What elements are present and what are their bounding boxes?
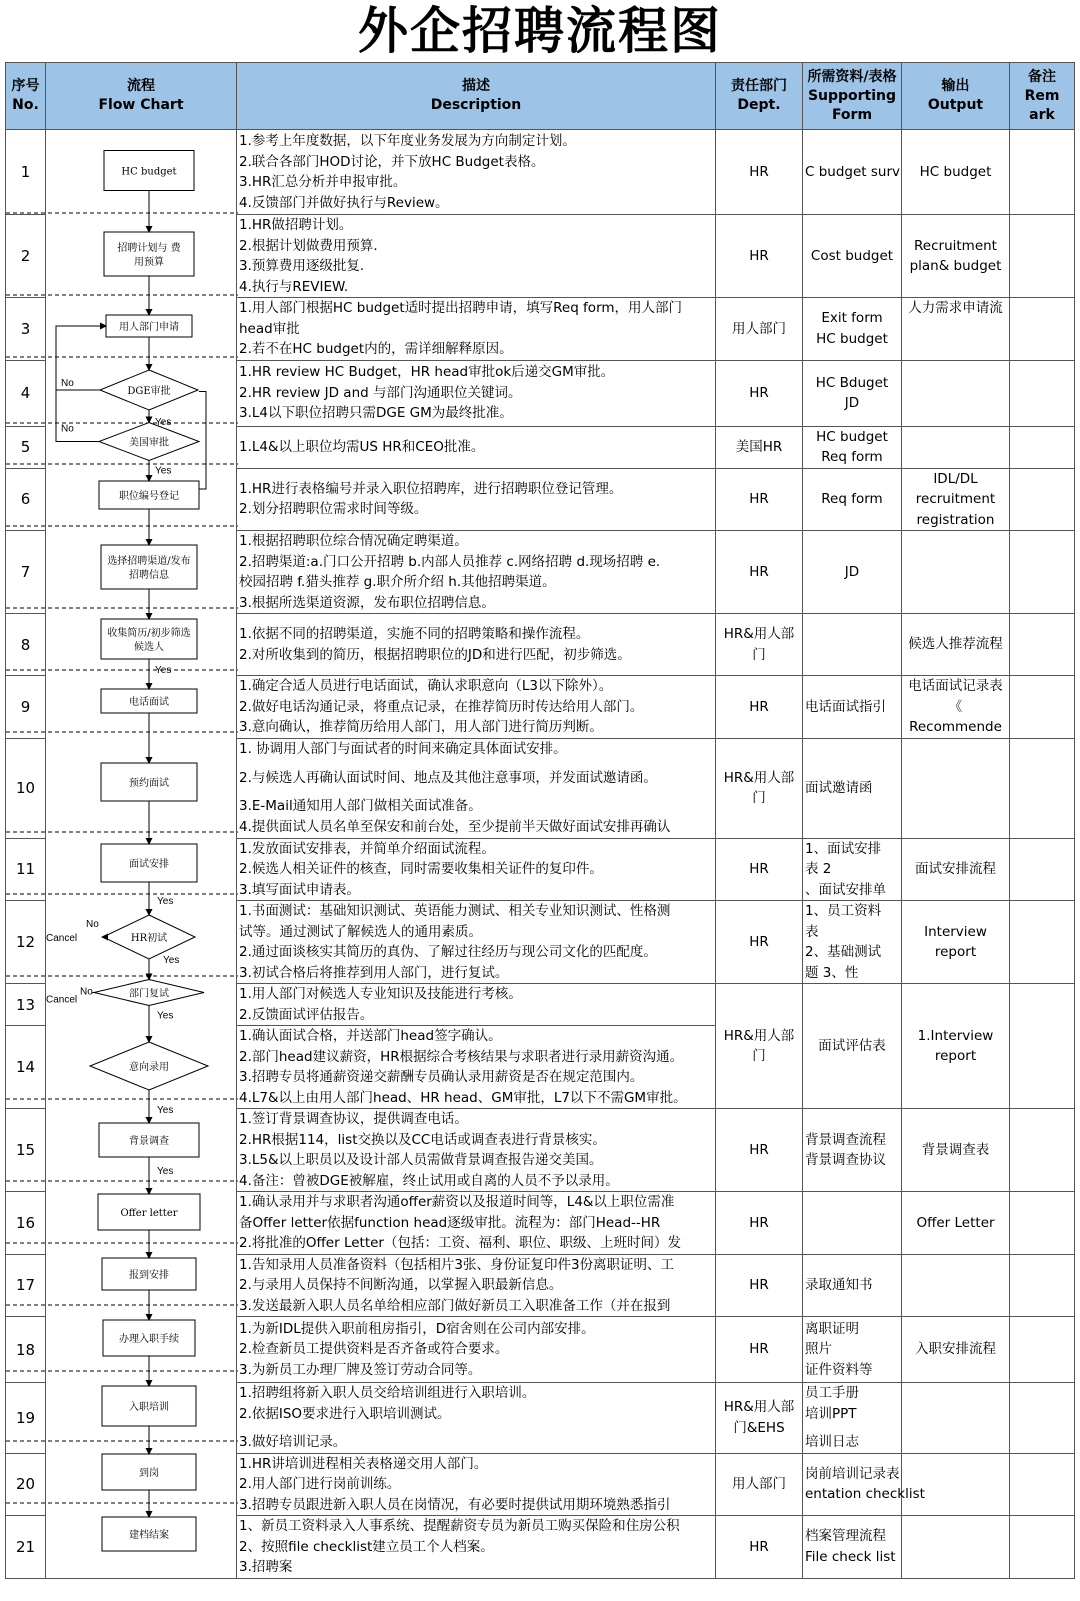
row-output [902,1192,1010,1255]
output-line: 面试安排流程 [915,861,996,877]
flow-box-label: 选择招聘渠道/发布 [107,556,191,567]
description-line: 2.HR根据114，list交换以及CC电话或调查表进行背景核实。 [239,1131,606,1148]
description-line: 3.招聘专员将通薪资递交薪酬专员确认录用薪资是否在规定范围内。 [239,1069,644,1085]
row-output [902,426,1010,468]
form-line: JD [844,395,860,411]
row-form [803,738,902,838]
description-line: 1.用人部门对候选人专业知识及技能进行考核。 [239,986,522,1002]
description-line: 3.预算费用逐级批复. [239,258,365,274]
yes-label: Yes [155,665,172,676]
row-output [902,1516,1010,1579]
flow-box-label: 面试安排 [129,859,169,870]
form-line: 档案管理流程 [805,1528,886,1545]
row-description [237,1516,716,1579]
description-line: 3.E-Mail通知用人部门做相关面试准备。 [239,798,482,814]
row-form [803,1383,902,1454]
description-line: 1.HR review HC Budget，HR head审批ok后递交GM审批。 [239,364,615,381]
description-line: 1.根据招聘职位综合情况确定聘渠道。 [239,533,468,549]
row-remark [1010,838,1075,901]
description-line: 2.部门head建议薪资，HR根据综合考核结果与求职者进行录用薪资沟通。 [239,1048,684,1065]
description-line: 1.L4&以上职位均需US HR和CEO批准。 [239,438,485,455]
description-line: 1、新员工资料录入人事系统、提醒薪资专员为新员工购买保险和住房公积 [239,1518,680,1534]
flow-box-label: 到岗 [139,1468,159,1479]
form-line: HC Bduget [815,374,889,391]
form-line: 2、基础测试 [805,944,882,960]
row-number: 6 [6,468,46,531]
row-description [237,984,716,1026]
flow-box-label: 办理入职手续 [119,1334,179,1345]
description-line: 3.L4以下职位招聘只需DGE GM为最终批准。 [239,405,513,422]
description-line: 2.做好电话沟通记录，将重点记录，在推荐简历时传达给用人部门。 [239,698,644,715]
description-line: 1.参考上年度数据，以下年度业务发展为方向制定计划。 [239,133,576,149]
output-line: Offer Letter [916,1214,995,1231]
flow-box-label: 职位编号登记 [119,491,179,502]
row-remark [1010,1317,1075,1383]
description-line: 2.将批准的Offer Letter（包括：工资、福利、职位、职级、上班时间）发 [239,1235,681,1251]
row-remark [1010,426,1075,468]
form-line: HC budget [816,330,888,347]
row-output [902,984,1010,1109]
description-line: 1.依据不同的招聘渠道，实施不同的招聘策略和操作流程。 [239,626,590,642]
flow-box-label: 预约面试 [129,778,169,789]
row-dept: HR [716,676,803,739]
description-line: 2.候选人相关证件的核查，同时需要收集相关证件的复印件。 [239,861,603,877]
flow-diamond-label: 美国审批 [129,437,169,449]
flow-loop-line [199,392,206,490]
description-line: 校园招聘 f.猎头推荐 g.职介所介绍 h.其他招聘渠道。 [239,574,556,590]
row-output [902,1254,1010,1317]
row-remark [1010,901,1075,984]
row-form [803,130,902,215]
header-output: 输出 Output [902,63,1010,130]
row-description [237,838,716,901]
output-line: 1.Interview [917,1027,994,1044]
no-label: No [61,378,74,389]
row-form [803,1453,925,1516]
row-dept: HR [716,1109,803,1192]
description-line: 3.L5&以上职员以及设计部人员需做背景调查报告递交美国。 [239,1152,603,1168]
row-description [237,901,716,984]
form-line: 背景调查流程 [805,1131,886,1148]
description-line: 1.HR进行表格编号并录入职位招聘库，进行招聘职位登记管理。 [239,480,623,497]
flow-diamond-label: 意向录用 [129,1062,169,1073]
form-line: 背景调查协议 [805,1152,886,1168]
row-form [803,1254,902,1317]
form-line: 岗前培训记录表 [805,1465,900,1482]
description-line: 3.为新员工办理厂牌及签订劳动合同等。 [239,1361,482,1378]
description-line: 4.提供面试人员名单至保安和前台处，至少提前半天做好面试安排再确认 [239,818,671,835]
row-number: 1 [6,130,46,215]
output-line: report [934,944,977,960]
row-form [803,614,902,676]
output-line: HC budget [919,163,992,180]
description-line: 2.通过面谈核实其简历的真伪、了解过往经历与现公司文化的匹配度。 [239,944,657,960]
row-dept: HR [716,1516,803,1579]
row-form [803,1192,902,1255]
row-description [237,738,716,838]
row-output [902,360,1010,426]
description-line: 3.做好培训记录。 [239,1434,347,1450]
row-output [902,614,1010,676]
cancel-label: Cancel [46,994,78,1006]
row-remark [1010,1192,1075,1255]
row-number: 13 [6,984,46,1026]
output-line: IDL/DL [933,470,978,487]
row-description [237,426,716,468]
row-output [902,1453,1010,1516]
row-remark [1010,531,1075,614]
row-remark [1010,1254,1075,1317]
description-line: 2.划分招聘职位需求时间等级。 [239,501,428,518]
row-number: 16 [6,1192,46,1255]
description-line: 1.HR讲培训进程相关表格递交用人部门。 [239,1455,488,1472]
output-line: 背景调查表 [921,1141,990,1158]
description-line: 2.若不在HC budget内的，需详细解释原因。 [239,341,513,357]
flow-box [104,232,194,276]
row-remark [1010,298,1075,361]
row-remark [1010,676,1075,739]
description-line: 试等。通过测试了解候选人的通用素质。 [239,923,482,940]
description-line: 3.根据所选渠道资源，发布职位招聘信息。 [239,594,495,611]
row-description [237,130,716,215]
flow-box-label: HC budget [121,166,177,178]
row-number: 17 [6,1254,46,1317]
yes-label: Yes [157,1105,174,1116]
description-line [239,788,713,796]
row-form [803,984,902,1109]
description-line: 2.用人部门进行岗前训练。 [239,1476,401,1492]
description-line: 4.L7&以上由用人部门head、HR head、GM审批，L7以下不需GM审批。 [239,1089,687,1106]
row-form [803,1516,902,1579]
flow-box-label: 入职培训 [129,1402,169,1413]
cancel-label: Cancel [46,933,78,944]
row-number: 10 [6,738,46,838]
output-line: registration [916,511,995,528]
row-output [902,738,1010,838]
row-dept: HR&用人部门 [716,984,803,1109]
row-description [237,468,716,531]
row-description [237,215,716,298]
no-label: No [86,919,99,930]
flow-box [101,619,197,659]
row-remark [1010,1453,1075,1516]
description-line: 1.签订背景调查协议，提供调查电话。 [239,1111,468,1127]
row-remark [1010,1383,1075,1454]
row-output [902,130,1010,215]
row-remark [1010,1109,1075,1192]
row-remark [1010,468,1075,531]
row-number: 19 [6,1383,46,1454]
flow-box-label: 建档结案 [129,1530,169,1541]
row-description [237,1254,716,1317]
form-line: 1、面试安排 [805,840,882,857]
header-form: 所需资料/表格 Supporting Form [803,63,902,130]
description-line: 2.依据ISO要求进行入职培训测试。 [239,1405,451,1422]
output-line: 电话面试记录表 [908,678,1003,694]
header-no: 序号 No. [6,63,46,130]
table-header-row [6,63,1075,130]
row-dept: 美国HR [716,426,803,468]
row-form [803,468,902,531]
description-line: 1.发放面试安排表，并简单介绍面试流程。 [239,840,495,857]
yes-label: Yes [157,1166,174,1177]
description-line: 4.备注：曾被DGE被解雇，终止试用或自离的人员不予以录用。 [239,1172,619,1189]
header-dept: 责任部门 Dept. [716,63,803,130]
row-description [237,531,716,614]
description-line: 2.反馈面试评估报告。 [239,1006,374,1023]
row-number: 9 [6,676,46,739]
row-dept: HR [716,901,803,984]
description-line: 1.书面测试：基础知识测试、英语能力测试、相关专业知识测试、性格测 [239,903,671,919]
form-line: 题 3、性 [805,964,859,981]
description-line: 2.与候选人再确认面试时间、地点及其他注意事项，并发面试邀请函。 [239,769,657,786]
description-line: 2.检查新员工提供资料是否齐备或符合要求。 [239,1341,509,1358]
no-label: No [61,423,74,435]
page-title: 外企招聘流程图 [358,2,722,60]
description-line: 1.确定合适人员进行电话面试，确认求职意向（L3以下除外）。 [239,678,613,694]
output-line: Recruitment [914,237,997,254]
form-line: Cost budget [810,247,894,264]
row-output [902,838,1010,901]
row-number: 20 [6,1453,46,1516]
description-line: 1.用人部门根据HC budget适时提出招聘申请，填写Req form，用人部门 [239,300,683,316]
row-form [803,1109,902,1192]
row-description [237,360,716,426]
form-line: 培训PPT [805,1405,857,1422]
output-line: Interview [924,923,987,940]
form-line: 员工手册 [805,1385,859,1401]
description-line: 备Offer letter依据function head逐级审批。流程为：部门Head--HR [239,1214,661,1231]
description-line: 2.联合各部门HOD讨论，并下放HC Budget表格。 [239,153,545,170]
output-line: 入职安排流程 [915,1341,996,1358]
row-dept: HR&用人部门&EHS [716,1383,803,1454]
row-remark [1010,1516,1075,1579]
description-line: 2、按照file checklist建立员工个人档案。 [239,1538,494,1555]
description-line: 3.HR汇总分析并申报审批。 [239,174,407,190]
row-number: 8 [6,614,46,676]
row-description [237,1317,716,1383]
description-line: 1.告知录用人员准备资料（包括相片3张、身份证复印件3份离职证明、工 [239,1256,675,1273]
form-line: 表 2 [805,861,832,877]
description-line: 1.招聘组将新入职人员交给培训组进行入职培训。 [239,1385,536,1401]
row-number: 18 [6,1317,46,1383]
description-line: 4.反馈部门并做好执行与Review。 [239,194,449,211]
row-dept: 用人部门 [716,1453,803,1516]
row-dept: HR [716,531,803,614]
row-description [237,614,716,676]
row-dept: HR [716,360,803,426]
form-line: 、面试安排单 [805,881,886,898]
flow-diamond-label: DGE审批 [127,386,171,397]
row-output [902,468,1010,531]
description-line: 3.招聘案 [239,1559,293,1575]
description-line: 3.招聘专员跟进新入职人员在岗情况，有必要时提供试用期环境熟悉指引 [239,1496,671,1513]
flow-box-label: 电话面试 [129,697,169,708]
form-line: 表 [805,923,819,940]
yes-label: Yes [163,955,180,966]
description-line: 2.与录用人员保持不间断沟通，以掌握入职最新信息。 [239,1277,563,1293]
row-output [902,901,1010,984]
row-dept: HR&用人部门 [716,614,803,676]
row-form [803,838,902,901]
form-line: HC budget [816,428,888,445]
form-line: 证件资料等 [805,1361,873,1378]
flow-chart [6,128,238,1568]
description-line: 3.初试合格后将推荐到用人部门，进行复试。 [239,964,509,981]
row-description [237,1192,716,1255]
flow-box-label: 背景调查 [129,1136,169,1147]
row-form [803,215,902,298]
yes-label: Yes [155,417,172,428]
description-line: 1. 协调用人部门与面试者的时间来确定具体面试安排。 [239,741,567,757]
row-form [803,1317,902,1383]
header-flow: 流程 Flow Chart [46,63,237,130]
row-number: 11 [6,838,46,901]
flow-box [101,545,197,589]
row-output [902,298,1010,361]
description-line: 2.根据计划做费用预算. [239,237,378,254]
row-dept: HR [716,1254,803,1317]
form-line: 电话面试指引 [805,698,886,715]
row-description [237,1109,716,1192]
row-dept: 用人部门 [716,298,803,361]
row-number: 3 [6,298,46,361]
row-description [237,676,716,739]
description-line: 4.执行与REVIEW. [239,278,349,295]
description-line: 1.为新IDL提供入职前租房指引，D宿舍则在公司内部安排。 [239,1320,595,1337]
flow-diamond-label: HR初试 [130,933,168,944]
yes-label: Yes [155,465,172,477]
description-line: 2.招聘渠道:a.门口公开招聘 b.内部人员推荐 c.网络招聘 d.现场招聘 e. [239,553,661,570]
output-line: plan& budget [909,258,1002,274]
row-number: 4 [6,360,46,426]
form-line: 1、员工资料 [805,903,882,919]
description-line: 1.HR做招聘计划。 [239,217,353,233]
row-output [902,1109,1010,1192]
row-remark [1010,360,1075,426]
description-line: head审批 [239,320,300,337]
description-line [239,760,713,768]
flow-box-label: 招聘计划与 费 [117,243,181,254]
row-number: 15 [6,1109,46,1192]
form-line: Req form [821,449,883,465]
form-line: File check list [805,1548,896,1565]
form-line: 面试评估表 [818,1037,886,1054]
flow-box-label: Offer letter [120,1208,178,1219]
flow-diamond-label: 部门复试 [129,988,169,1000]
row-output [902,676,1010,739]
row-dept: HR [716,1317,803,1383]
form-line: C budget surv [805,163,901,180]
row-dept: HR [716,1192,803,1255]
row-description [237,1383,716,1454]
row-dept: HR&用人部门 [716,738,803,838]
row-output [902,1317,1010,1383]
yes-label: Yes [157,896,174,907]
form-line: 面试邀请函 [805,779,873,796]
description-line: 2.HR review JD and 与部门沟通职位关键词。 [239,384,522,401]
form-line: JD [844,563,860,580]
form-line: Exit form [821,310,883,327]
form-line: 培训日志 [805,1434,859,1450]
row-output [902,215,1010,298]
form-line: 照片 [805,1341,832,1358]
flow-box-label: 收集简历/初步筛选 [107,628,191,639]
header-remark: 备注 Rem ark [1010,63,1075,130]
description-line: 3.发送最新入职人员名单给相应部门做好新员工入职准备工作（并在报到 [239,1297,671,1314]
row-remark [1010,215,1075,298]
row-form [803,531,902,614]
row-description [237,298,716,361]
description-line: 3.填写面试申请表。 [239,881,360,898]
row-remark [1010,984,1075,1109]
row-dept: HR [716,215,803,298]
row-number: 21 [6,1516,46,1579]
output-line: 候选人推荐流程 [908,636,1003,653]
flow-box-label: 候选人 [134,642,164,653]
row-number: 12 [6,901,46,984]
row-description [237,1026,716,1109]
description-line: 1.确认面试合格，并送部门head签字确认。 [239,1028,502,1044]
row-dept: HR [716,468,803,531]
row-output [902,531,1010,614]
flow-box-label: 招聘信息 [129,570,169,581]
row-number: 7 [6,531,46,614]
row-remark [1010,614,1075,676]
flow-box-label: 报到安排 [129,1270,169,1281]
output-line: Recommende [909,719,1002,735]
description-line: 3.意向确认，推荐简历给用人部门，用人部门进行简历判断。 [239,719,603,735]
row-form [803,298,902,361]
form-line [805,1424,899,1432]
description-line [239,1424,713,1432]
row-remark [1010,130,1075,215]
form-line: entation checklist [805,1486,925,1503]
row-number: 5 [6,426,46,468]
row-description [237,1453,716,1516]
form-line: Req form [821,491,883,507]
flow-box-label: 用预算 [134,257,164,268]
row-remark [1010,738,1075,838]
output-line: 人力需求申请流 [908,300,1003,316]
row-form [803,426,902,468]
output-line: report [934,1048,977,1064]
row-form [803,676,902,739]
no-label: No [80,986,93,998]
yes-label: Yes [157,1010,174,1022]
output-line: 《 [948,698,963,715]
output-line: recruitment [915,491,996,507]
form-line: 录取通知书 [805,1277,873,1293]
description-line: 2.对所收集到的简历，根据招聘职位的JD和进行匹配，初步筛选。 [239,646,631,663]
description-line: 1.确认录用并与求职者沟通offer薪资以及报道时间等，L4&以上职位需准 [239,1194,675,1210]
row-number: 2 [6,215,46,298]
row-form [803,901,902,984]
row-number: 14 [6,1026,46,1109]
row-output [902,1383,1010,1454]
form-line: 离职证明 [805,1320,859,1337]
row-form [803,360,902,426]
header-desc: 描述 Description [237,63,716,130]
row-dept: HR [716,838,803,901]
row-dept: HR [716,130,803,215]
flow-box-label: 用人部门申请 [119,322,179,333]
